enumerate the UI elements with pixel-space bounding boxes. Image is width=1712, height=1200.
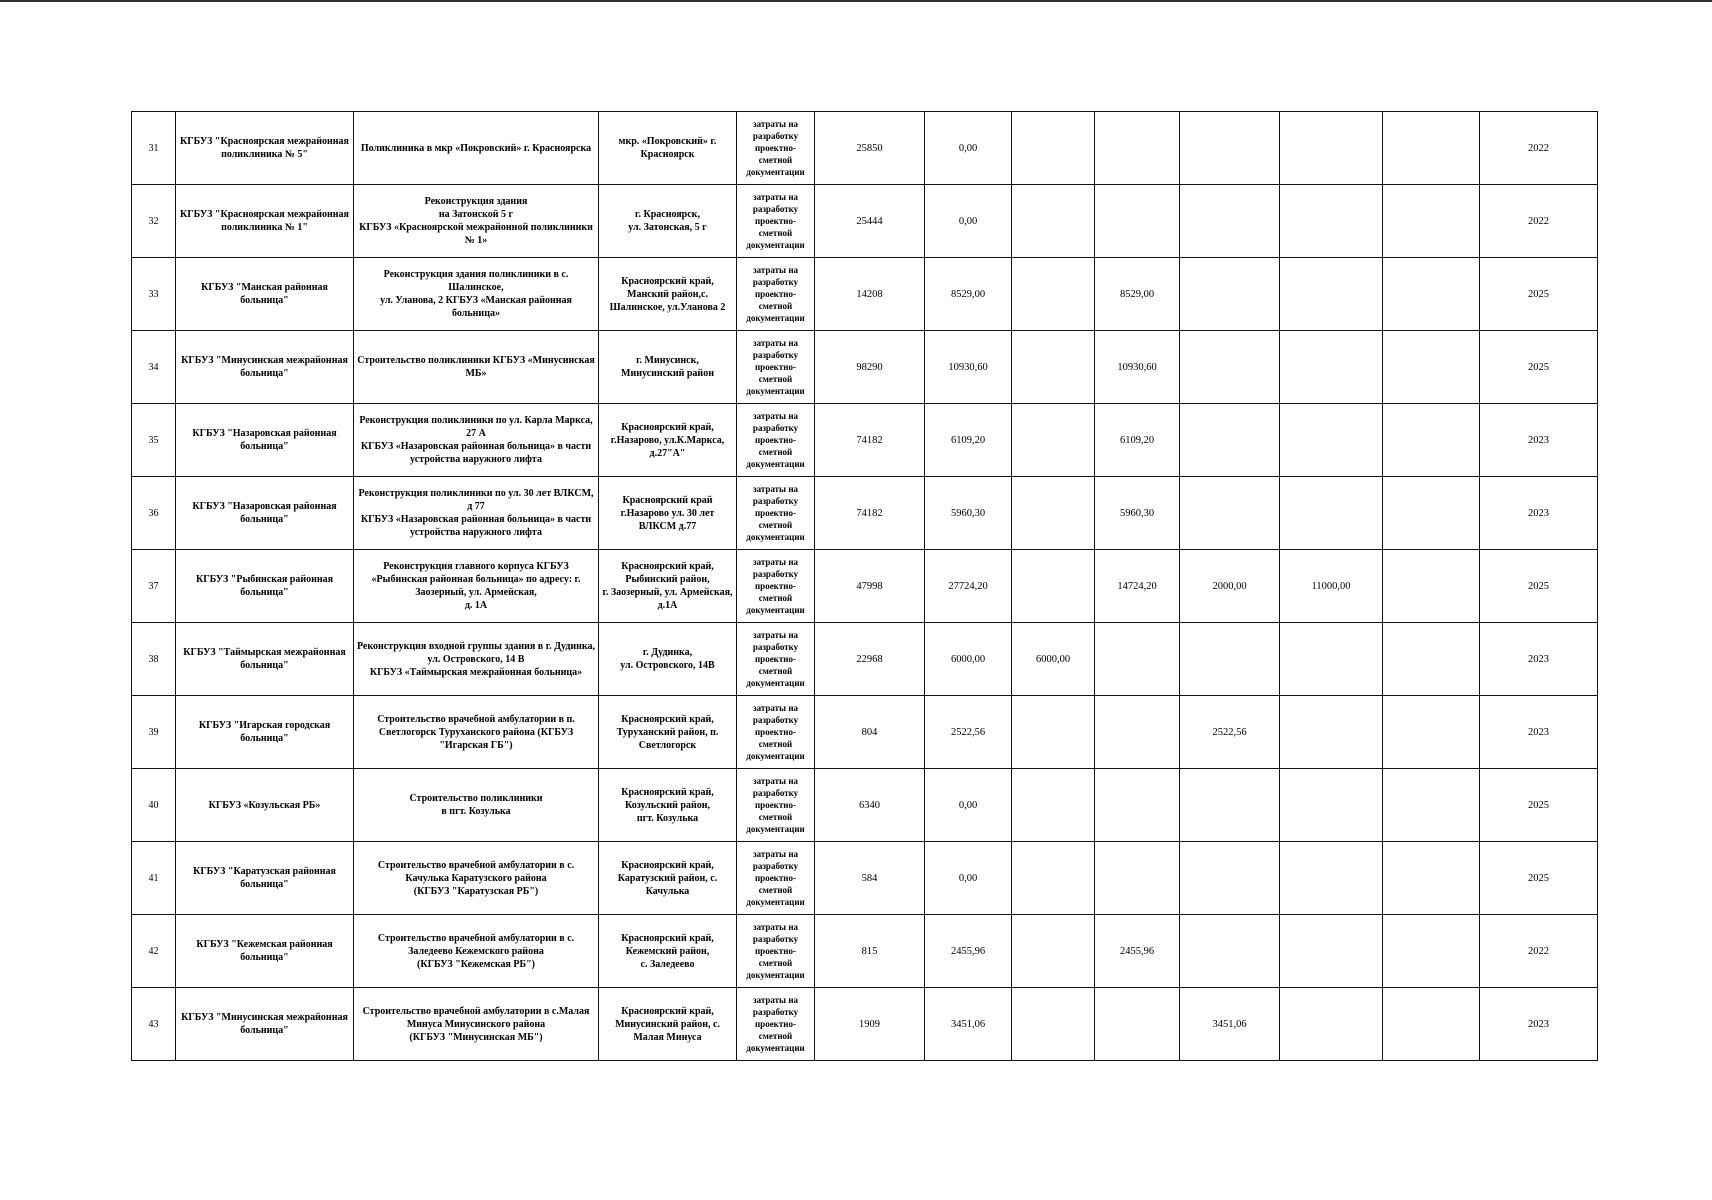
table-row — [132, 842, 1598, 915]
capacity-cell: 804 — [815, 696, 925, 769]
total-amount-cell: 0,00 — [925, 112, 1012, 185]
object-name-cell: Строительство врачебной амбулатории в с. Заледеево Кежемского района (КГБУЗ "Кежемская РБ") — [354, 915, 599, 988]
total-amount-cell: 3451,06 — [925, 988, 1012, 1061]
address-cell: г. Красноярск, ул. Затонская, 5 г — [599, 185, 737, 258]
table-body — [132, 112, 1598, 1061]
row-number: 32 — [132, 185, 176, 258]
table-row — [132, 769, 1598, 842]
object-name-cell: Реконструкция здания поликлиники в с. Шалинское, ул. Уланова, 2 КГБУЗ «Манская районная больница» — [354, 258, 599, 331]
table-row — [132, 112, 1598, 185]
address-cell: Красноярский край, г.Назарово, ул.К.Маркса, д.27"А" — [599, 404, 737, 477]
amount-col-2-cell: 8529,00 — [1095, 258, 1180, 331]
table-row — [132, 550, 1598, 623]
organization-cell: КГБУЗ "Каратузская районная больница" — [176, 842, 354, 915]
total-amount-cell: 0,00 — [925, 769, 1012, 842]
table-row — [132, 915, 1598, 988]
table-row — [132, 404, 1598, 477]
table-row — [132, 185, 1598, 258]
year-cell: 2023 — [1480, 477, 1598, 550]
amount-col-3-cell — [1180, 258, 1280, 331]
object-name-cell: Строительство врачебной амбулатории в с. Качулька Каратузского района (КГБУЗ "Каратузская РБ") — [354, 842, 599, 915]
object-name-cell: Строительство поликлиники в пгт. Козулька — [354, 769, 599, 842]
address-cell: Красноярский край, Манский район,с. Шалинское, ул.Уланова 2 — [599, 258, 737, 331]
object-name-cell: Реконструкция главного корпуса КГБУЗ «Рыбинская районная больница» по адресу: г. Заозерный, ул. Армейская, д. 1А — [354, 550, 599, 623]
total-amount-cell: 5960,30 — [925, 477, 1012, 550]
year-cell: 2025 — [1480, 769, 1598, 842]
capacity-cell: 98290 — [815, 331, 925, 404]
amount-col-4-cell — [1280, 185, 1383, 258]
amount-col-5-cell — [1383, 185, 1480, 258]
purpose-cell: затраты на разработку проектно-сметной документации — [737, 258, 815, 331]
year-cell: 2023 — [1480, 988, 1598, 1061]
year-cell: 2023 — [1480, 404, 1598, 477]
amount-col-2-cell: 2455,96 — [1095, 915, 1180, 988]
table-row — [132, 623, 1598, 696]
amount-col-2-cell — [1095, 623, 1180, 696]
object-name-cell: Реконструкция поликлиники по ул. Карла Маркса, 27 А КГБУЗ «Назаровская районная больница» в части устройства наружного лифта — [354, 404, 599, 477]
address-cell: Красноярский край, Кежемский район, с. Заледеево — [599, 915, 737, 988]
amount-col-1-cell — [1012, 258, 1095, 331]
amount-col-2-cell — [1095, 769, 1180, 842]
row-number: 31 — [132, 112, 176, 185]
amount-col-4-cell — [1280, 842, 1383, 915]
total-amount-cell: 2522,56 — [925, 696, 1012, 769]
capacity-cell: 22968 — [815, 623, 925, 696]
capacity-cell: 25444 — [815, 185, 925, 258]
total-amount-cell: 2455,96 — [925, 915, 1012, 988]
amount-col-5-cell — [1383, 915, 1480, 988]
row-number: 37 — [132, 550, 176, 623]
amount-col-4-cell — [1280, 623, 1383, 696]
amount-col-4-cell: 11000,00 — [1280, 550, 1383, 623]
amount-col-1-cell — [1012, 988, 1095, 1061]
purpose-cell: затраты на разработку проектно-сметной документации — [737, 696, 815, 769]
amount-col-3-cell: 2000,00 — [1180, 550, 1280, 623]
purpose-cell: затраты на разработку проектно-сметной документации — [737, 477, 815, 550]
capacity-cell: 584 — [815, 842, 925, 915]
object-name-cell: Поликлиника в мкр «Покровский» г. Красноярска — [354, 112, 599, 185]
address-cell: Красноярский край, Козульский район, пгт. Козулька — [599, 769, 737, 842]
amount-col-4-cell — [1280, 112, 1383, 185]
capacity-cell: 815 — [815, 915, 925, 988]
amount-col-2-cell — [1095, 112, 1180, 185]
amount-col-4-cell — [1280, 915, 1383, 988]
amount-col-3-cell — [1180, 112, 1280, 185]
year-cell: 2025 — [1480, 842, 1598, 915]
amount-col-2-cell: 6109,20 — [1095, 404, 1180, 477]
amount-col-3-cell — [1180, 331, 1280, 404]
capacity-cell: 1909 — [815, 988, 925, 1061]
table-row — [132, 258, 1598, 331]
amount-col-3-cell: 3451,06 — [1180, 988, 1280, 1061]
amount-col-4-cell — [1280, 331, 1383, 404]
row-number: 42 — [132, 915, 176, 988]
amount-col-4-cell — [1280, 404, 1383, 477]
amount-col-4-cell — [1280, 988, 1383, 1061]
investment-table — [131, 111, 1598, 1061]
capacity-cell: 74182 — [815, 477, 925, 550]
amount-col-4-cell — [1280, 769, 1383, 842]
amount-col-2-cell — [1095, 842, 1180, 915]
object-name-cell: Реконструкция поликлиники по ул. 30 лет ВЛКСМ, д 77 КГБУЗ «Назаровская районная больница» в части устройства наружного лифта — [354, 477, 599, 550]
amount-col-3-cell — [1180, 185, 1280, 258]
amount-col-5-cell — [1383, 331, 1480, 404]
amount-col-4-cell — [1280, 696, 1383, 769]
organization-cell: КГБУЗ "Рыбинская районная больница" — [176, 550, 354, 623]
amount-col-5-cell — [1383, 477, 1480, 550]
purpose-cell: затраты на разработку проектно-сметной документации — [737, 623, 815, 696]
purpose-cell: затраты на разработку проектно-сметной документации — [737, 550, 815, 623]
address-cell: Красноярский край, Каратузский район, с. Качулька — [599, 842, 737, 915]
organization-cell: КГБУЗ "Манская районная больница" — [176, 258, 354, 331]
address-cell: Красноярский край г.Назарово ул. 30 лет ВЛКСМ д.77 — [599, 477, 737, 550]
amount-col-5-cell — [1383, 842, 1480, 915]
amount-col-2-cell — [1095, 185, 1180, 258]
amount-col-5-cell — [1383, 404, 1480, 477]
total-amount-cell: 0,00 — [925, 842, 1012, 915]
capacity-cell: 14208 — [815, 258, 925, 331]
address-cell: г. Дудинка, ул. Островского, 14В — [599, 623, 737, 696]
amount-col-5-cell — [1383, 112, 1480, 185]
amount-col-5-cell — [1383, 258, 1480, 331]
amount-col-2-cell: 14724,20 — [1095, 550, 1180, 623]
capacity-cell: 74182 — [815, 404, 925, 477]
year-cell: 2025 — [1480, 331, 1598, 404]
table-row — [132, 696, 1598, 769]
amount-col-1-cell — [1012, 769, 1095, 842]
year-cell: 2023 — [1480, 623, 1598, 696]
organization-cell: КГБУЗ "Кежемская районная больница" — [176, 915, 354, 988]
organization-cell: КГБУЗ "Назаровская районная больница" — [176, 477, 354, 550]
table-row — [132, 331, 1598, 404]
address-cell: г. Минусинск, Минусинский район — [599, 331, 737, 404]
purpose-cell: затраты на разработку проектно-сметной документации — [737, 112, 815, 185]
purpose-cell: затраты на разработку проектно-сметной документации — [737, 842, 815, 915]
total-amount-cell: 27724,20 — [925, 550, 1012, 623]
object-name-cell: Реконструкция здания на Затонской 5 г КГБУЗ «Красноярской межрайонной поликлиники № 1» — [354, 185, 599, 258]
capacity-cell: 25850 — [815, 112, 925, 185]
amount-col-4-cell — [1280, 477, 1383, 550]
capacity-cell: 6340 — [815, 769, 925, 842]
purpose-cell: затраты на разработку проектно-сметной документации — [737, 331, 815, 404]
amount-col-3-cell — [1180, 477, 1280, 550]
organization-cell: КГБУЗ "Минусинская межрайонная больница" — [176, 331, 354, 404]
organization-cell: КГБУЗ "Игарская городская больница" — [176, 696, 354, 769]
row-number: 39 — [132, 696, 176, 769]
address-cell: мкр. «Покровский» г. Красноярск — [599, 112, 737, 185]
amount-col-1-cell — [1012, 696, 1095, 769]
table-row — [132, 988, 1598, 1061]
amount-col-1-cell — [1012, 915, 1095, 988]
total-amount-cell: 6109,20 — [925, 404, 1012, 477]
row-number: 38 — [132, 623, 176, 696]
object-name-cell: Строительство поликлиники КГБУЗ «Минусинская МБ» — [354, 331, 599, 404]
address-cell: Красноярский край, Туруханский район, п. Светлогорск — [599, 696, 737, 769]
year-cell: 2022 — [1480, 185, 1598, 258]
address-cell: Красноярский край, Минусинский район, с. Малая Минуса — [599, 988, 737, 1061]
year-cell: 2022 — [1480, 915, 1598, 988]
organization-cell: КГБУЗ "Таймырская межрайонная больница" — [176, 623, 354, 696]
amount-col-3-cell — [1180, 623, 1280, 696]
amount-col-3-cell — [1180, 769, 1280, 842]
document-table-container — [131, 111, 1597, 1061]
purpose-cell: затраты на разработку проектно-сметной документации — [737, 404, 815, 477]
total-amount-cell: 8529,00 — [925, 258, 1012, 331]
row-number: 35 — [132, 404, 176, 477]
amount-col-5-cell — [1383, 988, 1480, 1061]
amount-col-3-cell — [1180, 404, 1280, 477]
amount-col-1-cell — [1012, 185, 1095, 258]
total-amount-cell: 0,00 — [925, 185, 1012, 258]
organization-cell: КГБУЗ "Красноярская межрайонная поликлиника № 5" — [176, 112, 354, 185]
year-cell: 2025 — [1480, 258, 1598, 331]
amount-col-2-cell: 5960,30 — [1095, 477, 1180, 550]
object-name-cell: Реконструкция входной группы здания в г. Дудинка, ул. Островского, 14 В КГБУЗ «Таймырская межрайонная больница» — [354, 623, 599, 696]
purpose-cell: затраты на разработку проектно-сметной документации — [737, 769, 815, 842]
amount-col-1-cell — [1012, 842, 1095, 915]
amount-col-2-cell — [1095, 988, 1180, 1061]
object-name-cell: Строительство врачебной амбулатории в с.Малая Минуса Минусинского района (КГБУЗ "Минусинская МБ") — [354, 988, 599, 1061]
total-amount-cell: 10930,60 — [925, 331, 1012, 404]
year-cell: 2025 — [1480, 550, 1598, 623]
organization-cell: КГБУЗ «Козульская РБ» — [176, 769, 354, 842]
amount-col-5-cell — [1383, 696, 1480, 769]
amount-col-5-cell — [1383, 623, 1480, 696]
amount-col-2-cell: 10930,60 — [1095, 331, 1180, 404]
amount-col-1-cell — [1012, 550, 1095, 623]
amount-col-5-cell — [1383, 769, 1480, 842]
amount-col-3-cell — [1180, 842, 1280, 915]
row-number: 34 — [132, 331, 176, 404]
total-amount-cell: 6000,00 — [925, 623, 1012, 696]
row-number: 36 — [132, 477, 176, 550]
capacity-cell: 47998 — [815, 550, 925, 623]
page-top-border — [0, 0, 1712, 2]
amount-col-1-cell — [1012, 112, 1095, 185]
address-cell: Красноярский край, Рыбинский район, г. Заозерный, ул. Армейская, д.1А — [599, 550, 737, 623]
row-number: 40 — [132, 769, 176, 842]
amount-col-1-cell: 6000,00 — [1012, 623, 1095, 696]
year-cell: 2023 — [1480, 696, 1598, 769]
row-number: 43 — [132, 988, 176, 1061]
organization-cell: КГБУЗ "Назаровская районная больница" — [176, 404, 354, 477]
amount-col-4-cell — [1280, 258, 1383, 331]
purpose-cell: затраты на разработку проектно-сметной документации — [737, 988, 815, 1061]
purpose-cell: затраты на разработку проектно-сметной документации — [737, 915, 815, 988]
amount-col-1-cell — [1012, 404, 1095, 477]
amount-col-1-cell — [1012, 331, 1095, 404]
organization-cell: КГБУЗ "Минусинская межрайонная больница" — [176, 988, 354, 1061]
amount-col-5-cell — [1383, 550, 1480, 623]
table-row — [132, 477, 1598, 550]
amount-col-2-cell — [1095, 696, 1180, 769]
amount-col-1-cell — [1012, 477, 1095, 550]
year-cell: 2022 — [1480, 112, 1598, 185]
purpose-cell: затраты на разработку проектно-сметной документации — [737, 185, 815, 258]
amount-col-3-cell — [1180, 915, 1280, 988]
organization-cell: КГБУЗ "Красноярская межрайонная поликлиника № 1" — [176, 185, 354, 258]
amount-col-3-cell: 2522,56 — [1180, 696, 1280, 769]
object-name-cell: Строительство врачебной амбулатории в п. Светлогорск Туруханского района (КГБУЗ "Игарская ГБ") — [354, 696, 599, 769]
row-number: 41 — [132, 842, 176, 915]
row-number: 33 — [132, 258, 176, 331]
